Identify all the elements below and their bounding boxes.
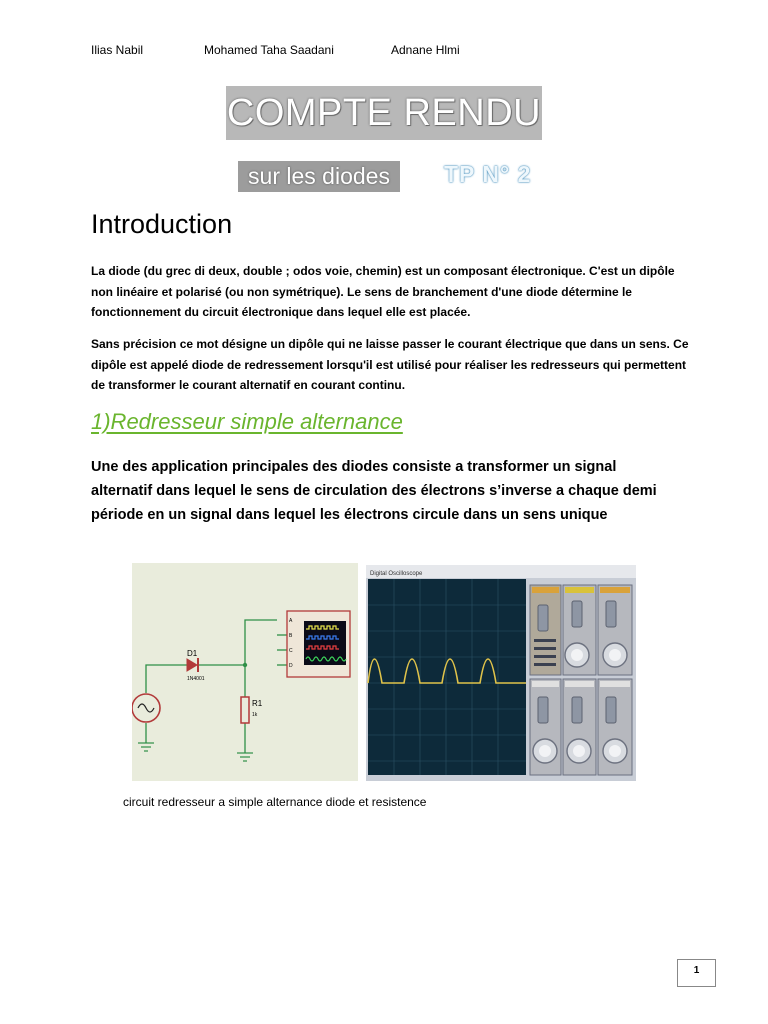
page-number: 1	[677, 959, 716, 987]
intro-heading: Introduction	[91, 209, 233, 239]
scope-pin-d: D	[289, 663, 293, 669]
author-2: Mohamed Taha Saadani	[204, 43, 334, 57]
oscilloscope-screenshot-image	[366, 565, 636, 781]
scope-pin-c: C	[289, 648, 293, 654]
diode-label: D1	[187, 649, 198, 658]
scope-window-title: Digital Oscilloscope	[370, 571, 423, 577]
resistor-value: 1k	[252, 712, 258, 718]
scope-pin-a: A	[289, 618, 293, 624]
tp-number: TP N° 2	[444, 161, 532, 187]
document-subtitle: sur les diodes	[248, 163, 390, 189]
section-1-heading: 1)Redresseur simple alternance	[91, 409, 403, 434]
scope-pin-b: B	[289, 633, 293, 639]
document-title: COMPTE RENDU	[226, 91, 542, 134]
figure-caption: circuit redresseur a simple alternance diode et resistence	[123, 795, 427, 809]
subtitle-box	[238, 161, 400, 192]
resistor-label: R1	[252, 699, 263, 708]
circuit-schematic-image	[132, 563, 358, 781]
intro-paragraph-2: Sans précision ce mot désigne un dipôle qui ne laisse passer le courant électrique que dans un sens. Ce dipôle est appelé diode de redressement lorsqu'il est utilisé pour réaliser les redresseurs qui permettent de transformer le courant alternatif en courant continu.	[91, 337, 689, 392]
section-1-paragraph: Une des application principales des diodes consiste a transformer un signal alternatif dans lequel le sens de circulation des électrons s’inverse a chaque demi période en un signal dans lequel les électrons circule dans un sens unique	[91, 459, 657, 523]
diode-part: 1N4001	[187, 676, 205, 682]
intro-paragraph-1: La diode (du grec di deux, double ; odos voie, chemin) est un composant électronique. C'est un dipôle non linéaire et polarisé (ou non symétrique). Le sens de branchement d'une diode détermine le fonctionnement du circuit électronique dans lequel elle est placée.	[91, 264, 675, 319]
author-1: Ilias Nabil	[91, 43, 144, 57]
author-3: Adnane Hlmi	[391, 43, 460, 57]
document-title-box	[226, 86, 542, 140]
